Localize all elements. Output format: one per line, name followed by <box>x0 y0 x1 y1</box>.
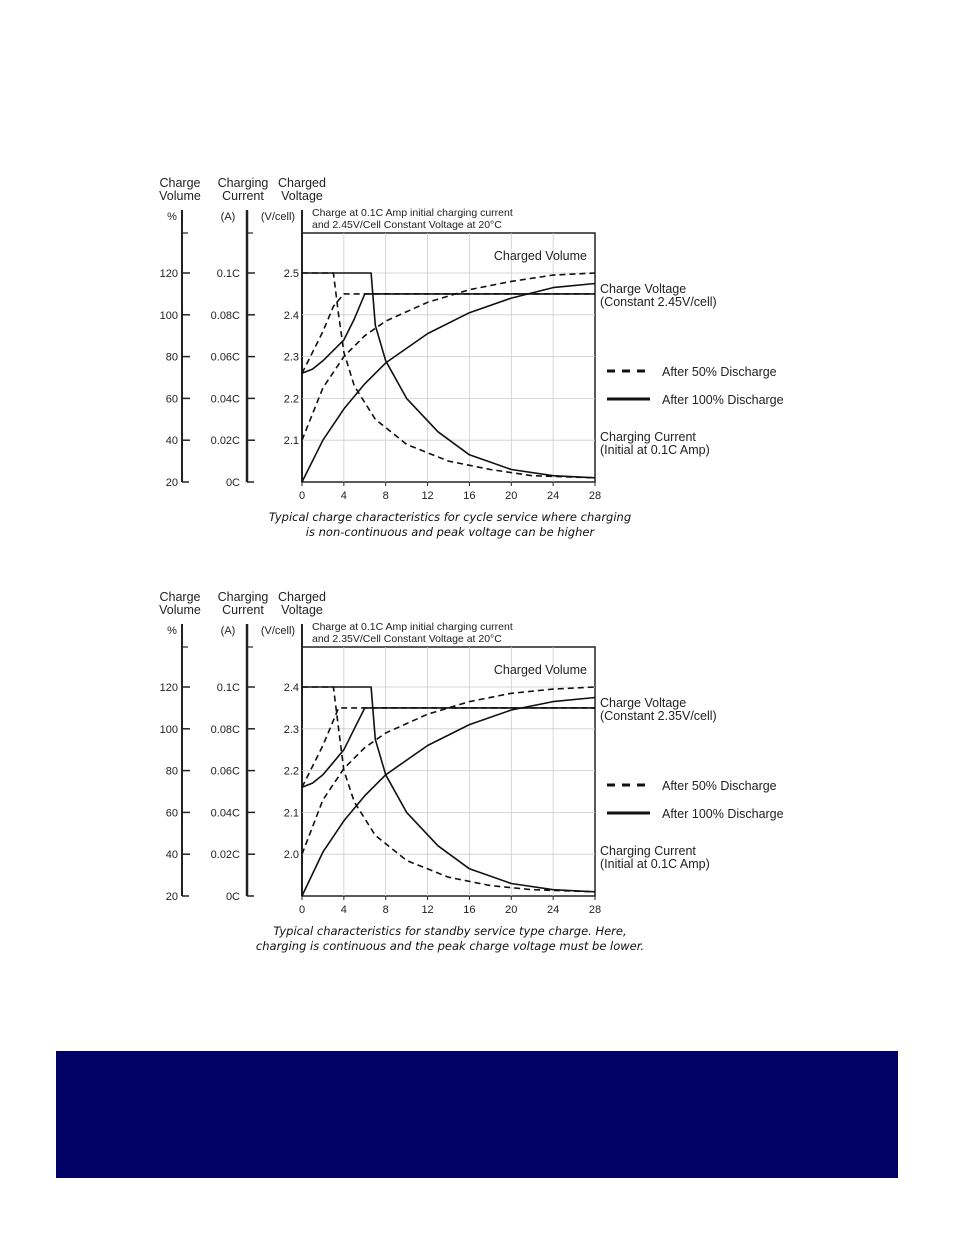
current-axis-header: Charging <box>217 176 269 190</box>
series-50pct-charging-current <box>302 687 595 892</box>
charging-current-label: (Initial at 0.1C Amp) <box>600 443 710 457</box>
volume-tick-label: 60 <box>165 393 178 406</box>
volume-unit-label: % <box>167 625 177 637</box>
voltage-axis-header: Charged <box>278 176 326 190</box>
current-tick-label: 0.1C <box>216 268 240 280</box>
voltage-tick-label: 2.0 <box>283 849 299 862</box>
voltage-tick-label: 2.1 <box>283 807 299 820</box>
charged-volume-label: Charged Volume <box>493 249 587 263</box>
legend-dashed-label: After 50% Discharge <box>662 365 777 379</box>
x-tick-label: 4 <box>340 490 347 502</box>
volume-tick-label: 60 <box>165 807 178 820</box>
current-axis-header: Charging <box>217 590 269 604</box>
charging-current-label: Charging Current <box>600 430 696 444</box>
x-tick-label: 16 <box>463 490 476 502</box>
x-tick-label: 20 <box>505 904 518 916</box>
x-tick-label: 24 <box>547 490 560 502</box>
current-unit-label: (A) <box>220 625 236 637</box>
series-100pct-charging-current <box>302 273 595 478</box>
legend-solid-label: After 100% Discharge <box>662 393 784 407</box>
volume-tick-label: 100 <box>159 309 178 322</box>
current-tick-label: 0.1C <box>216 682 240 694</box>
x-tick-label: 0 <box>298 904 306 916</box>
x-tick-label: 12 <box>421 904 434 916</box>
caption-line: Typical characteristics for standby service type charge. Here, <box>273 924 627 938</box>
current-tick-label: 0.04C <box>210 807 240 820</box>
voltage-axis-header: Charged <box>278 590 326 604</box>
condition-note: Charge at 0.1C Amp initial charging current <box>312 621 513 633</box>
voltage-tick-label: 2.1 <box>283 435 299 448</box>
volume-tick-label: 20 <box>165 477 178 489</box>
voltage-tick-label: 2.3 <box>283 723 299 736</box>
volume-tick-label: 40 <box>165 435 178 448</box>
voltage-axis-header: Voltage <box>281 603 323 617</box>
voltage-tick-label: 2.3 <box>283 351 299 364</box>
volume-tick-label: 40 <box>165 849 178 862</box>
x-tick-label: 12 <box>421 490 434 502</box>
current-tick-label: 0C <box>225 477 240 489</box>
footer-band <box>56 1051 898 1178</box>
caption-line: Typical charge characteristics for cycle service where charging <box>268 510 632 524</box>
condition-note: and 2.35V/Cell Constant Voltage at 20°C <box>312 633 502 645</box>
x-tick-label: 8 <box>382 490 389 502</box>
condition-note: and 2.45V/Cell Constant Voltage at 20°C <box>312 219 502 231</box>
caption-line: is non-continuous and peak voltage can be higher <box>305 525 595 539</box>
current-unit-label: (A) <box>220 211 236 223</box>
volume-tick-label: 20 <box>165 891 178 903</box>
voltage-tick-label: 2.4 <box>283 309 299 322</box>
volume-tick-label: 120 <box>159 682 178 694</box>
x-tick-label: 8 <box>382 904 389 916</box>
current-tick-label: 0.08C <box>210 309 240 322</box>
x-tick-label: 0 <box>298 490 306 502</box>
plot-frame <box>302 647 595 896</box>
current-tick-label: 0.02C <box>210 849 240 862</box>
voltage-tick-label: 2.5 <box>283 268 299 280</box>
charge-characteristics-chart-standby <box>140 584 820 924</box>
x-tick-label: 28 <box>588 904 602 916</box>
voltage-unit-label: (V/cell) <box>260 211 296 223</box>
volume-tick-label: 80 <box>165 765 178 778</box>
series-100pct-charging-current <box>302 687 595 892</box>
voltage-tick-label: 2.2 <box>283 393 299 406</box>
current-axis-header: Current <box>222 189 264 203</box>
legend-solid-label: After 100% Discharge <box>662 807 784 821</box>
x-tick-label: 20 <box>505 490 518 502</box>
charge-characteristics-chart-cycle <box>140 170 820 510</box>
volume-tick-label: 100 <box>159 723 178 736</box>
charged-volume-label: Charged Volume <box>493 663 587 677</box>
volume-axis-header: Volume <box>159 189 201 203</box>
voltage-tick-label: 2.2 <box>283 765 299 778</box>
charge-voltage-label: Charge Voltage <box>600 696 687 710</box>
current-tick-label: 0.02C <box>210 435 240 448</box>
x-tick-label: 4 <box>340 904 347 916</box>
caption-line: charging is continuous and the peak charge voltage must be lower. <box>255 939 645 953</box>
legend-dashed-label: After 50% Discharge <box>662 779 777 793</box>
series-100pct-charged-volume <box>302 284 595 483</box>
volume-axis-header: Volume <box>159 603 201 617</box>
charge-voltage-label: (Constant 2.45V/cell) <box>600 295 717 309</box>
current-axis-header: Current <box>222 603 264 617</box>
series-100pct-charged-volume <box>302 698 595 897</box>
voltage-unit-label: (V/cell) <box>260 625 296 637</box>
series-50pct-charging-current <box>302 273 595 478</box>
voltage-axis-header: Voltage <box>281 189 323 203</box>
charging-current-label: (Initial at 0.1C Amp) <box>600 857 710 871</box>
x-tick-label: 28 <box>588 490 602 502</box>
current-tick-label: 0.08C <box>210 723 240 736</box>
chart-caption-standby <box>240 924 660 954</box>
volume-tick-label: 120 <box>159 268 178 280</box>
volume-unit-label: % <box>167 211 177 223</box>
charge-voltage-label: Charge Voltage <box>600 282 687 296</box>
current-tick-label: 0.06C <box>210 351 240 364</box>
condition-note: Charge at 0.1C Amp initial charging current <box>312 207 513 219</box>
plot-frame <box>302 233 595 482</box>
x-tick-label: 16 <box>463 904 476 916</box>
volume-axis-header: Charge <box>159 590 201 604</box>
voltage-tick-label: 2.4 <box>283 682 299 694</box>
charging-current-label: Charging Current <box>600 844 696 858</box>
current-tick-label: 0.04C <box>210 393 240 406</box>
charge-voltage-label: (Constant 2.35V/cell) <box>600 709 717 723</box>
volume-axis-header: Charge <box>159 176 201 190</box>
current-tick-label: 0.06C <box>210 765 240 778</box>
current-tick-label: 0C <box>225 891 240 903</box>
volume-tick-label: 80 <box>165 351 178 364</box>
x-tick-label: 24 <box>547 904 560 916</box>
chart-caption-cycle <box>240 510 660 540</box>
